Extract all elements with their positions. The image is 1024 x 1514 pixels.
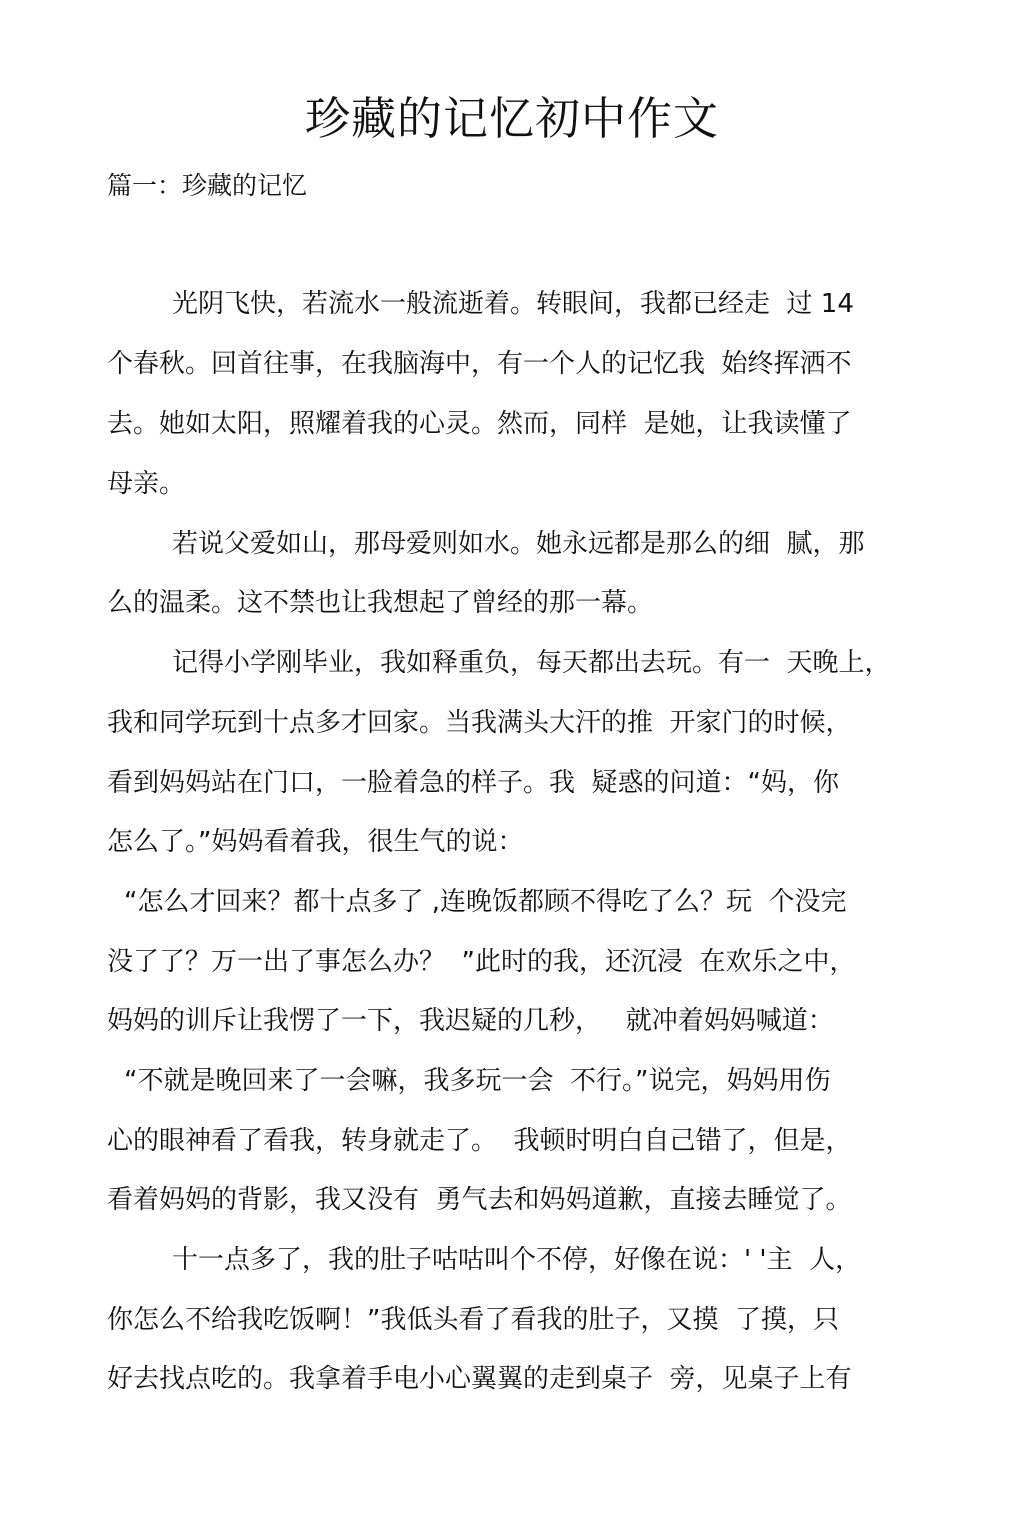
text-line: 你怎么不给我吃饭啊！”我低头看了看我的肚子，又摸 了摸，只 xyxy=(107,1305,839,1335)
text-line: 看着妈妈的背影，我又没有 勇气去和妈妈道歉，直接去睡觉了。 xyxy=(107,1185,852,1215)
text-line: 去。她如太阳，照耀着我的心灵。然而，同样 是她，让我读懂了 xyxy=(107,409,852,439)
text-line: 十一点多了，我的肚子咕咕叫个不停，好像在说：' '主 人， xyxy=(172,1245,862,1275)
text-line: 记得小学刚毕业，我如释重负，每天都出去玩。有一 天晚上， xyxy=(172,648,891,678)
text-line: 看到妈妈站在门口，一脸着急的样子。我 疑惑的问道：“妈，你 xyxy=(107,768,839,798)
text-line: 没了了？万一出了事怎么办？ ”此时的我，还沉浸 在欢乐之中， xyxy=(107,947,856,977)
text-line: 母亲。 xyxy=(107,469,186,499)
text-line: 么的温柔。这不禁也让我想起了曾经的那一幕。 xyxy=(107,588,654,618)
text-line: 光阴飞快，若流水一般流逝着。转眼间，我都已经走 过 14 xyxy=(172,289,854,319)
text-line: 怎么了。”妈妈看着我，很生气的说： xyxy=(107,827,524,857)
text-line: 我和同学玩到十点多才回家。当我满头大汗的推 开家门的时候， xyxy=(107,708,852,738)
text-line: 心的眼神看了看我，转身就走了。 我顿时明白自己错了，但是， xyxy=(107,1126,852,1156)
text-line: “怎么才回来？都十点多了 ,连晚饭都顾不得吃了么？玩 个没完 xyxy=(124,887,847,917)
text-line: 好去找点吃的。我拿着手电小心翼翼的走到桌子 旁，见桌子上有 xyxy=(107,1364,852,1394)
section-title: 篇一：珍藏的记忆 xyxy=(107,171,308,200)
text-line: 若说父爱如山，那母爱则如水。她永远都是那么的细 腻，那 xyxy=(172,529,865,559)
text-line: 妈妈的训斥让我愣了一下，我迟疑的几秒， 就冲着妈妈喊道： xyxy=(107,1006,834,1036)
text-line: 个春秋。回首往事，在我脑海中，有一个人的记忆我 始终挥洒不 xyxy=(107,349,852,379)
document-title: 珍藏的记忆初中作文 xyxy=(304,92,719,145)
text-line: “不就是晚回来了一会嘛，我多玩一会 不行。”说完，妈妈用伤 xyxy=(124,1066,831,1096)
